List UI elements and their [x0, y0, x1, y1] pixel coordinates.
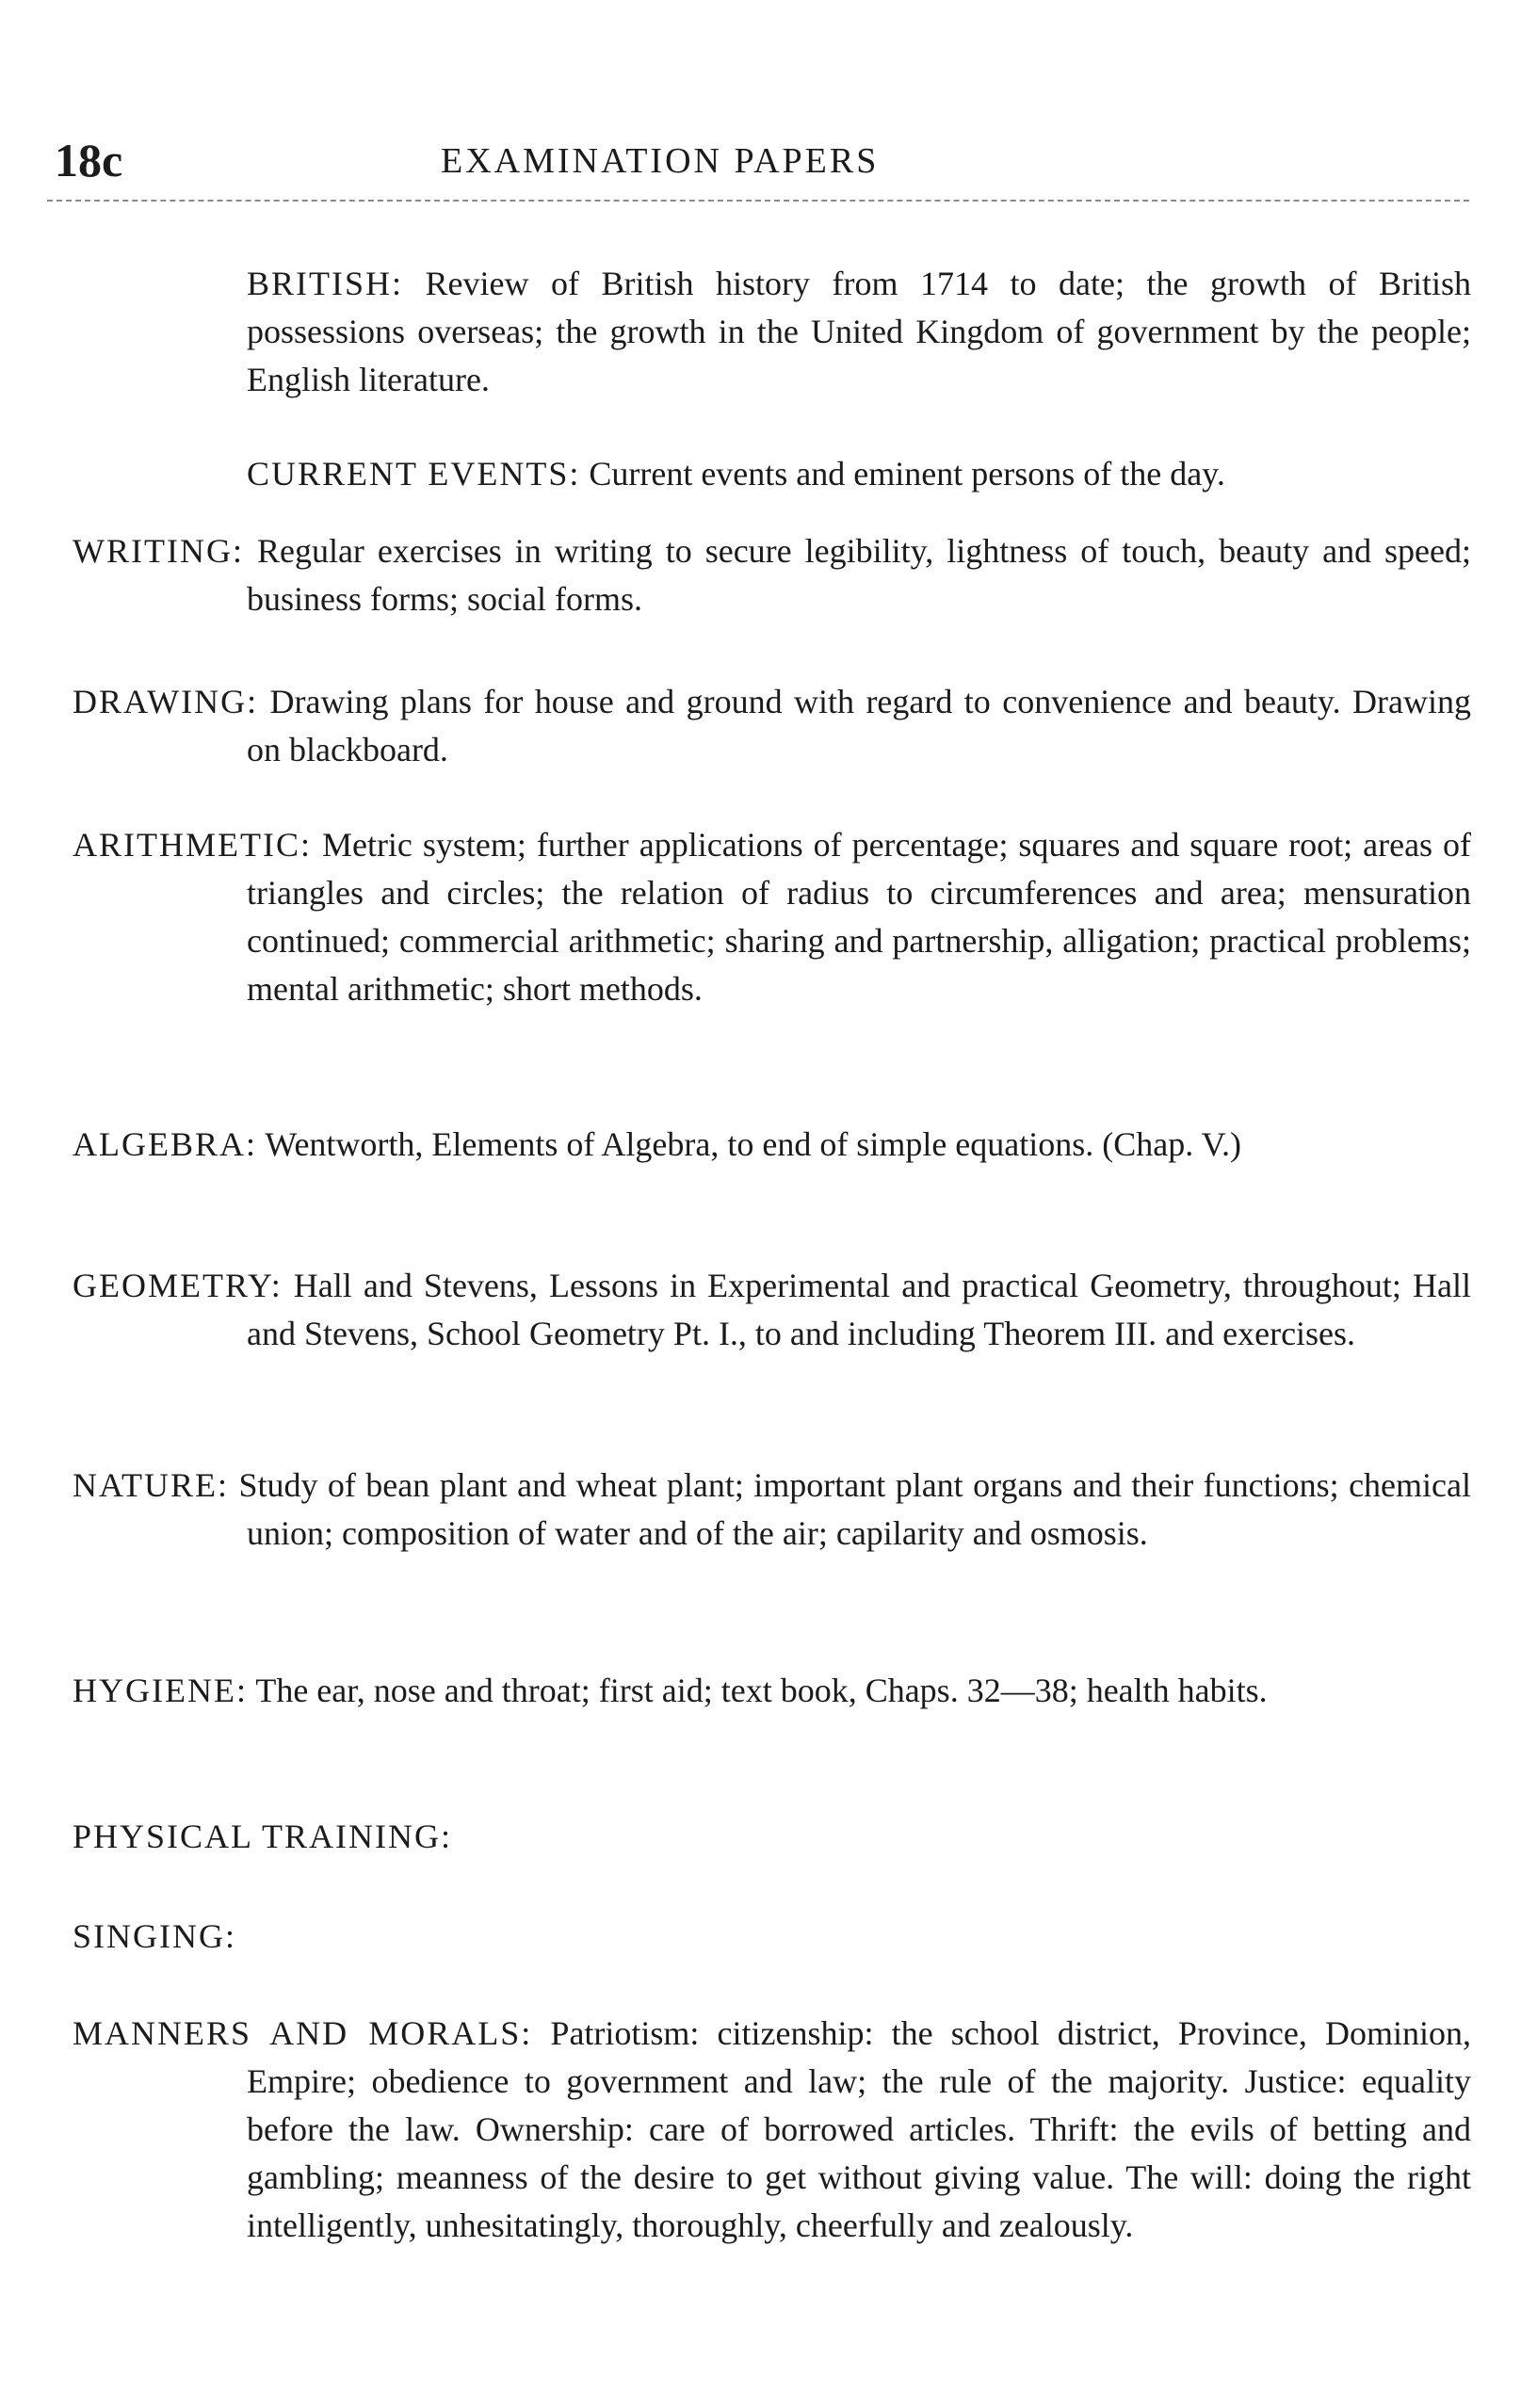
entry-label: ALGEBRA: — [73, 1125, 257, 1163]
entry-text: Regular exercises in writing to secure legibility, lightness of touch, beauty and speed; business forms; social forms. — [247, 532, 1472, 618]
entry-text: Current events and eminent persons of the day. — [589, 455, 1225, 493]
entry-label: MANNERS AND MORALS: — [73, 2014, 533, 2052]
entry-text: Patriotism: citizenship: the school district, Province, Dominion, Empire; obedience to government and law; the rule of the majority. Justice: equality before the law. Ownership: care of borrowed articles. Thrift: the evils of betting and gambling; meanness of the desire to get without giving value. The will: doing the right intelligently, unhesitatingly, thoroughly, cheerfully and zealously. — [247, 2014, 1471, 2244]
entry-current-events — [73, 450, 1471, 498]
entry-label: DRAWING: — [73, 683, 259, 720]
entry-hygiene — [73, 1667, 1471, 1715]
entry-text: Drawing plans for house and ground with regard to convenience and beauty. Drawing on blackboard. — [247, 683, 1471, 768]
entry-singing — [73, 1913, 1471, 1961]
entry-text: The ear, nose and throat; first aid; text book, Chaps. 32—38; health habits. — [255, 1672, 1268, 1709]
entry-label: CURRENT EVENTS: — [247, 455, 581, 493]
entry-british — [73, 260, 1471, 404]
entry-text: Hall and Stevens, Lessons in Experimental and practical Geometry, throughout; Hall and Stevens, School Geometry Pt. I., to and including Theorem III. and exercises. — [247, 1267, 1472, 1352]
entry-text: Study of bean plant and wheat plant; important plant organs and their functions; chemical union; composition of water and of the air; capilarity and osmosis. — [238, 1466, 1472, 1552]
entry-nature — [73, 1462, 1471, 1558]
entry-label: WRITING: — [73, 532, 244, 570]
entry-manners-and-morals — [73, 2010, 1471, 2250]
entry-label: SINGING: — [73, 1917, 236, 1955]
entry-label: PHYSICAL TRAINING: — [73, 1818, 453, 1855]
page-number: 18c — [55, 134, 123, 186]
entry-label: GEOMETRY: — [73, 1267, 283, 1304]
entry-label: ARITHMETIC: — [73, 826, 312, 864]
entry-label: HYGIENE: — [73, 1672, 248, 1709]
entry-physical-training — [73, 1813, 1471, 1861]
running-title: EXAMINATION PAPERS — [441, 141, 880, 181]
entry-text: Review of British history from 1714 to date; the growth of British possessions overseas; the growth in the United Kingdom of government by the people; English literature. — [247, 265, 1472, 398]
entry-text: Metric system; further applications of percentage; squares and square root; areas of triangles and circles; the relation of radius to circumferences and area; mensuration continued; commercial arithmetic; sharing and partnership, alligation; practical problems; mental arithmetic; short methods. — [247, 826, 1472, 1008]
entry-arithmetic — [73, 821, 1471, 1013]
entry-drawing — [73, 678, 1471, 774]
entry-label: BRITISH: — [247, 265, 404, 302]
header-rule — [47, 200, 1469, 202]
entry-algebra — [73, 1121, 1471, 1169]
page-header — [55, 132, 1467, 198]
entry-writing — [73, 527, 1471, 623]
entry-geometry — [73, 1262, 1471, 1358]
entry-label: NATURE: — [73, 1466, 229, 1504]
entry-text: Wentworth, Elements of Algebra, to end of simple equations. (Chap. V.) — [265, 1125, 1241, 1163]
